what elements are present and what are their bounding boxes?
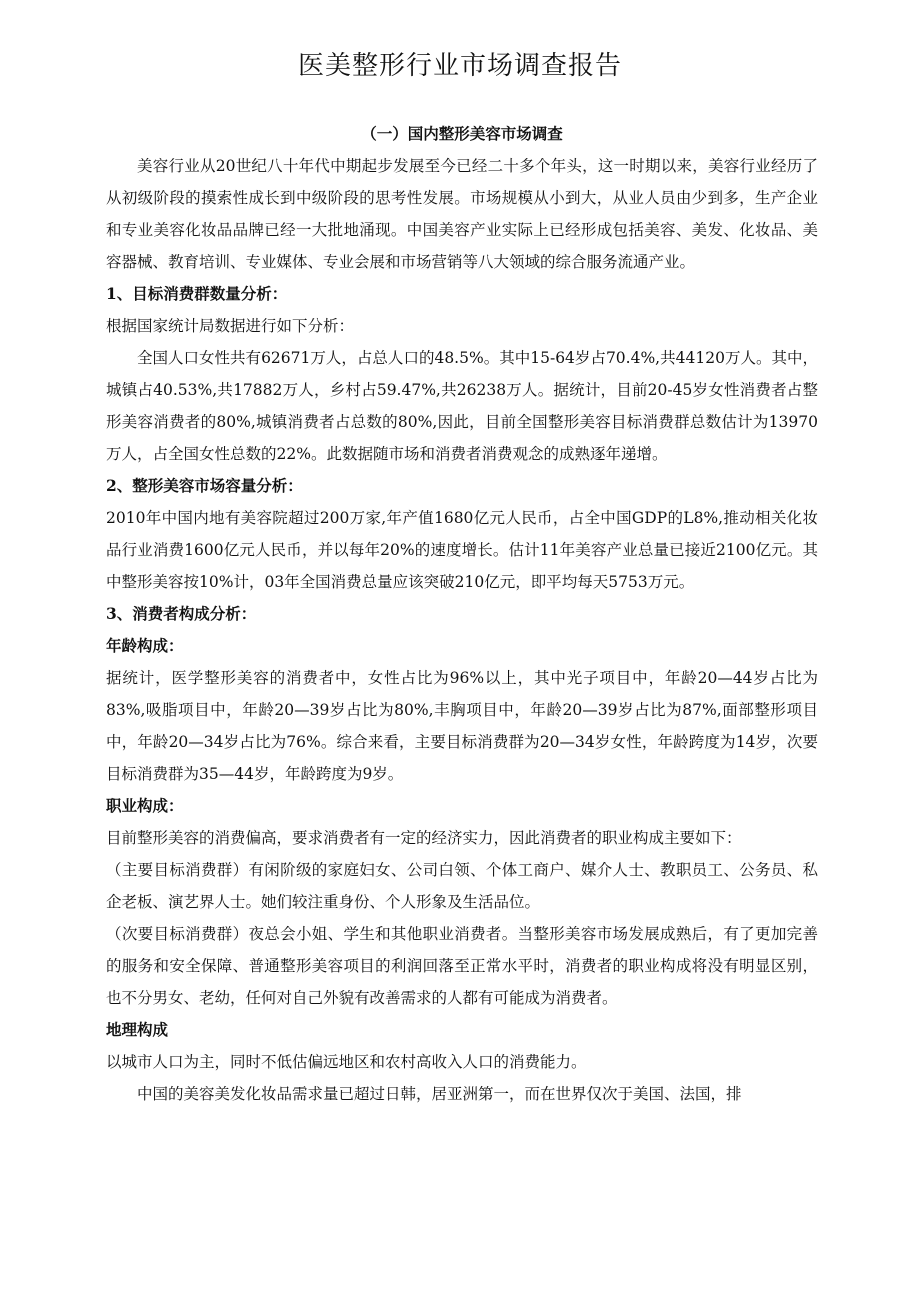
paragraph-geographic: 以城市人口为主，同时不低估偏远地区和农村高收入人口的消费能力。 [106, 1053, 587, 1071]
paragraph-age-composition: 据统计，医学整形美容的消费者中，女性占比为96%以上，其中光子项目中，年龄20—44岁占比为83%,吸脂项目中，年龄20—39岁占比为80%,丰胸项目中，年龄20—39岁占比为87%,面部整形项目中，年龄20—34岁占比为76%。综合来看，主要目标消费群为20—34岁女性，年龄跨度为14岁，次要目标消费群为35—44岁，年龄跨度为9岁。 [106, 669, 818, 783]
heading-age-composition: 年龄构成： [106, 636, 184, 655]
heading-consumer-composition: 3、消费者构成分析： [106, 604, 257, 623]
paragraph-international-comparison: 中国的美容美发化妆品需求量已超过日韩，居亚洲第一，而在世界仅次于美国、法国，排 [137, 1085, 742, 1103]
section-title: （一）国内整形美容市场调查 [361, 124, 563, 143]
heading-target-consumers: 1、目标消费群数量分析： [106, 284, 288, 303]
paragraph-population-analysis: 全国人口女性共有62671万人，占总人口的48.5%。其中15-64岁占70.4%,共44120万人。其中，城镇占40.53%,共17882万人，乡村占59.47%,共26238万人。据统计，目前20-45岁女性消费者占整形美容消费者的80%,城镇消费者占总数的80%,因此，目前全国整形美容目标消费群总数估计为13970万人，占全国女性总数的22%。此数据随市场和消费者消费观念的成熟逐年递增。 [106, 349, 818, 463]
paragraph-data-source: 根据国家统计局数据进行如下分析： [106, 317, 355, 335]
intro-paragraph: 美容行业从20世纪八十年代中期起步发展至今已经二十多个年头，这一时期以来，美容行业经历了从初级阶段的摸索性成长到中级阶段的思考性发展。市场规模从小到大，从业人员由少到多，生产企业和专业美容化妆品品牌已经一大批地涌现。中国美容产业实际上已经形成包括美容、美发、化妆品、美容器械、教育培训、专业媒体、专业会展和市场营销等八大领域的综合服务流通产业。 [106, 157, 818, 271]
heading-geographic-composition: 地理构成 [106, 1020, 169, 1039]
heading-market-capacity: 2、整形美容市场容量分析： [106, 476, 303, 495]
document-body [106, 116, 818, 1110]
paragraph-market-capacity: 2010年中国内地有美容院超过200万家,年产值1680亿元人民币，占全中国GDP的L8%,推动相关化妆品行业消费1600亿元人民币，并以每年20%的速度增长。估计11年美容产业总量已接近2100亿元。其中整形美容按10%计，03年全国消费总量应该突破210亿元，即平均每天5753万元。 [106, 509, 818, 591]
heading-occupation-composition: 职业构成： [106, 796, 184, 815]
paragraph-secondary-target: （次要目标消费群）夜总会小姐、学生和其他职业消费者。当整形美容市场发展成熟后，有了更加完善的服务和安全保障、普通整形美容项目的利润回落至正常水平时，消费者的职业构成将没有明显区别，也不分男女、老幼，任何对自己外貌有改善需求的人都有可能成为消费者。 [106, 925, 818, 1007]
paragraph-occupation-intro: 目前整形美容的消费偏高，要求消费者有一定的经济实力，因此消费者的职业构成主要如下： [106, 829, 742, 847]
document-title: 医美整形行业市场调查报告 [297, 51, 622, 81]
paragraph-primary-target: （主要目标消费群）有闲阶级的家庭妇女、公司白领、个体工商户、媒介人士、教职员工、公务员、私企老板、演艺界人士。她们较注重身份、个人形象及生活品位。 [106, 861, 818, 911]
